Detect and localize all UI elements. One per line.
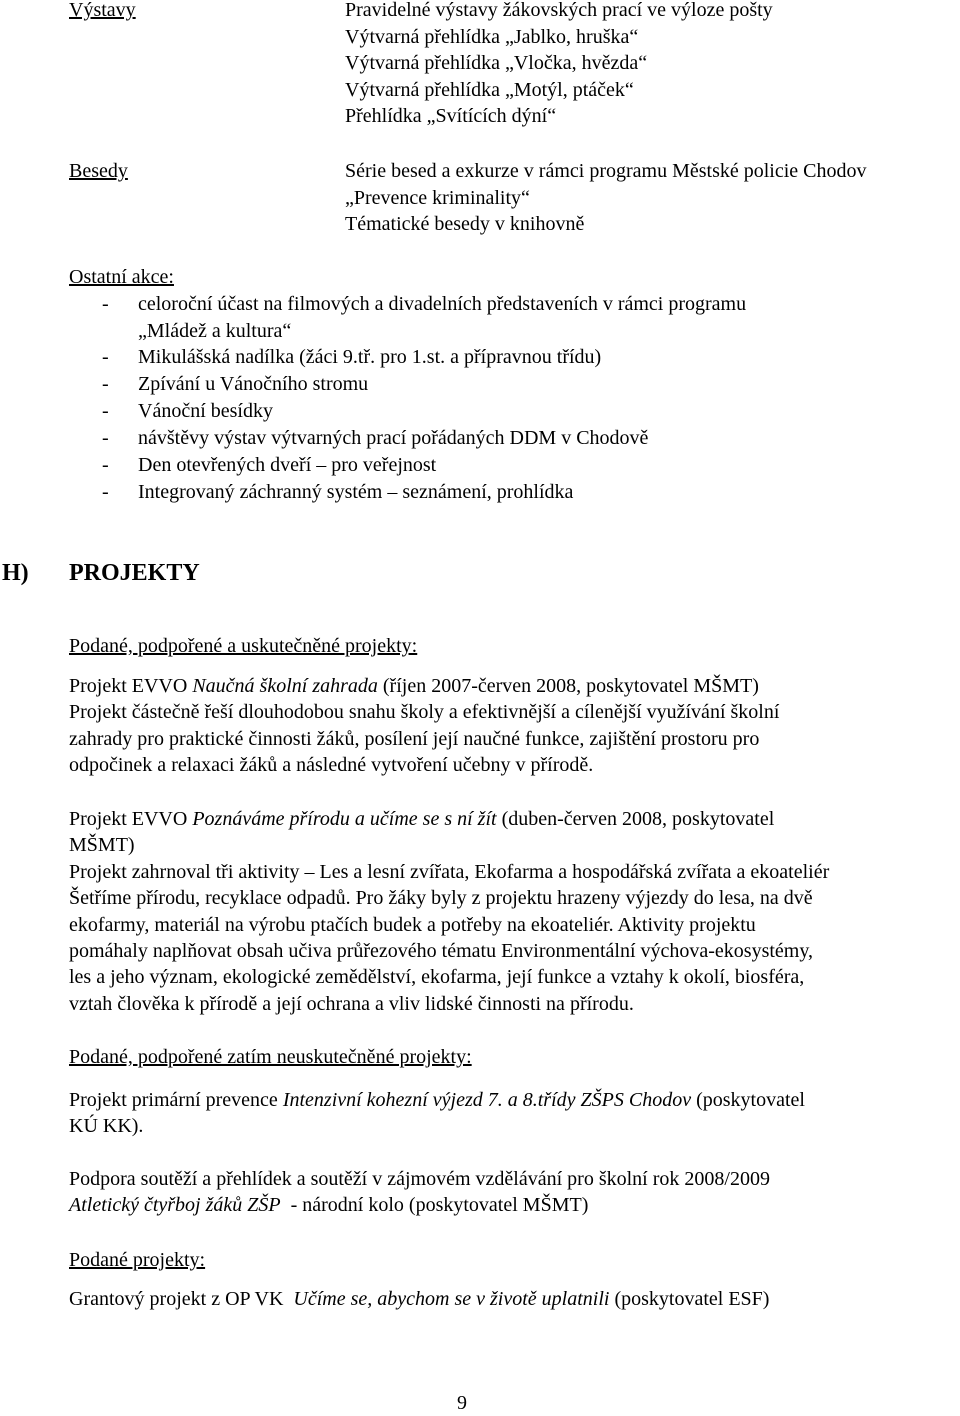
paragraph-souteze: Podpora soutěží a přehlídek a soutěží v zájmovém vzdělávání pro školní rok 2008/2009 Atletický čtyřboj žáků ZŠP - národní kolo (poskytovatel MŠMT) (69, 1168, 770, 1217)
heading-submitted-projects: Podané projekty: (69, 1249, 206, 1271)
paragraph-evvo-zahrada: Projekt EVVO Naučná školní zahrada (říjen 2007-červen 2008, poskytovatel MŠMT) Projekt částečně řeší dlouhodobou snahu školy a efektivnější a cílenější využívání školní zahrady pro praktické činnosti žáků, posílení její naučné funkce, zajištění prostoru pro odpočinek a relaxaci žáků a následné vytvoření učebny v přírodě. (69, 675, 780, 777)
vystavy-label: Výstavy (69, 0, 136, 21)
list-item: Výtvarná přehlídka „Motýl, ptáček“ (345, 78, 634, 101)
besedy-list (345, 158, 867, 238)
list-item: Přehlídka „Svítících dýní“ (345, 105, 557, 127)
ostatni-label: Ostatní akce: (69, 266, 174, 288)
list-item: „Prevence kriminality“ (345, 186, 530, 209)
section-letter: H) (2, 560, 29, 586)
list-item: Výtvarná přehlídka „Vločka, hvězda“ (345, 52, 648, 74)
besedy-label: Besedy (69, 160, 128, 182)
heading-pending-projects: Podané, podpořené zatím neuskutečněné projekty: (69, 1046, 472, 1068)
list-item: Výtvarná přehlídka „Jablko, hruška“ (345, 25, 639, 48)
paragraph-evvo-priroda: Projekt EVVO Poznáváme přírodu a učíme se s ní žít (duben-červen 2008, poskytovatel MŠMT) Projekt zahrnoval tři aktivity – Les a lesní zvířata, Ekofarma a hospodářská zvířata a ekoateliér Šetříme přírodu, recyklace odpadů. Pro žáky byly z projektu hrazeny výjezdy do lesa, na dvě ekofarmy, materiál na výrobu ptačích budek a potřeby na ekoateliér. Aktivity projektu pomáhaly naplňovat obsah učiva průřezového tématu Environmentální výchova-ekosystémy, les a jeho význam, ekologické zemědělství, ekofarma, její funkce a vztahy k okolí, biosféra, vztah člověka k přírodě a její ochrana a vliv lidské činnosti na přírodu. (69, 808, 830, 1015)
paragraph-prevence: Projekt primární prevence Intenzivní kohezní výjezd 7. a 8.třídy ZŠPS Chodov (poskytovatel KÚ KK). (69, 1089, 805, 1138)
vystavy-list (345, 0, 773, 130)
list-item: Tématické besedy v knihovně (345, 213, 585, 235)
page-number: 9 (457, 1392, 467, 1414)
list-item: Série besed a exkurze v rámci programu Městské policie Chodov (345, 160, 867, 182)
list-item: Pravidelné výstavy žákovských prací ve výloze pošty (345, 0, 773, 21)
paragraph-grant: Grantový projekt z OP VK Učíme se, abychom se v životě uplatnili (poskytovatel ESF) (69, 1288, 770, 1310)
section-title: PROJEKTY (69, 560, 200, 586)
heading-realized-projects: Podané, podpořené a uskutečněné projekty: (69, 635, 418, 657)
